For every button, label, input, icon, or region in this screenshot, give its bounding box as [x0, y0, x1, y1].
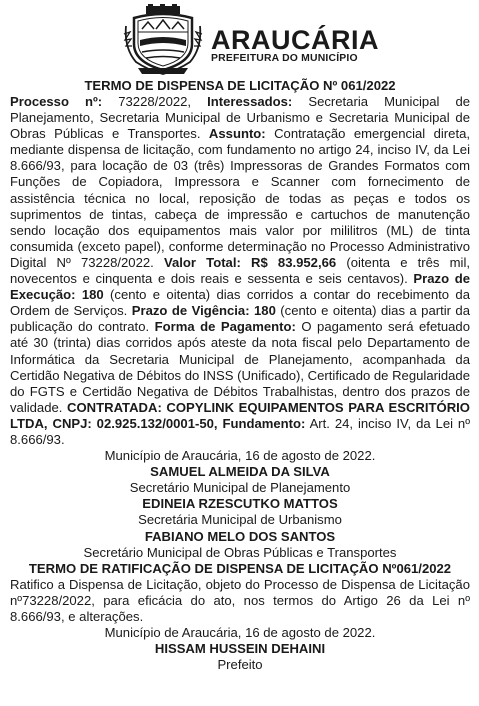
interessados-label: Interessados: — [207, 94, 293, 109]
assunto-label: Assunto: — [208, 126, 266, 142]
contratada-value: Art. 24, inciso IV, da Lei nº 8.666/93. — [10, 415, 470, 447]
signer-name: EDINEIA RZESCUTKO MATTOS — [142, 496, 338, 512]
prazo-vigencia-label: Prazo de Vigência: 180 — [131, 303, 276, 319]
signer-name: SAMUEL ALMEIDA DA SILVA — [150, 464, 330, 480]
assunto-value: Contratação emergencial direta, mediante dispensa de licitação, com fundamento no artigo 24, inciso IV, da Lei 8.666/93, para locação de 03 (três) Impressoras de Grandes Formatos com Funções de Copiadora, Impressora e Scanner com fornecimento de assistência técnica no local, reposição de todas as peças e todos os suprimentos de tintas, cabeça de impressão e cartuchos de manutenção sendo locação dos equipamentos mais valor por mililitros (ML) de tinta consumida (exceto papel), conforme determinação no Processo Administrativo Digital Nº 73228/2022. — [10, 126, 470, 270]
notice2-title: TERMO DE RATIFICAÇÃO DE DISPENSA DE LICITAÇÃO Nº061/2022 — [28, 560, 452, 576]
processo-value: 73228/2022, — [102, 94, 208, 109]
signer-role: Secretário Municipal de Obras Públicas e Transportes — [83, 544, 397, 560]
mayor-role: Prefeito — [217, 657, 263, 673]
header — [10, 0, 470, 76]
notice1-body — [10, 94, 470, 448]
prazo-execucao-label: Prazo de Execução: 180 — [10, 271, 470, 303]
interessados-value: Secretaria Municipal de Planejamento, Secretaria Municipal de Urbanismo e Secretaria Municipal de Obras Públicas e Transportes. — [10, 94, 471, 142]
signer-name: FABIANO MELO DOS SANTOS — [144, 528, 336, 544]
valor-label: Valor Total: R$ 83.952,66 — [163, 254, 337, 270]
notice1-date: Município de Araucária, 16 de agosto de 2022. — [104, 448, 376, 464]
notice2-date: Município de Araucária, 16 de agosto de 2022. — [104, 625, 376, 640]
prazo-vigencia-value: (cento e oitenta) dias a partir da publicação do contrato. — [10, 303, 470, 335]
valor-value: (oitenta e três mil, novecentos e cinquenta e dois reais e sessenta e seis centavos). — [10, 254, 471, 287]
processo-label: Processo nº: — [10, 94, 103, 109]
contratada-label: CONTRATADA: COPYLINK EQUIPAMENTOS PARA ESCRITÓRIO LTDA, CNPJ: 02.925.132/0001-50, Fundamento: — [10, 399, 470, 431]
prazo-execucao-value: (cento e oitenta) dias corridos a contar do recebimento da Ordem de Serviços. — [10, 287, 470, 319]
brand — [211, 27, 379, 64]
notice1-title: TERMO DE DISPENSA DE LICITAÇÃO Nº 061/2022 — [84, 78, 396, 93]
municipal-crest-logo — [122, 4, 204, 76]
brand-subtitle: PREFEITURA DO MUNICÍPIO — [211, 53, 358, 64]
signer-role: Secretário Municipal de Planejamento — [129, 480, 351, 496]
signer-role: Secretária Municipal de Urbanismo — [138, 512, 342, 528]
notice-dispensa — [10, 78, 470, 673]
notice2-body: Ratifico a Dispensa de Licitação, objeto do Processo de Dispensa de Licitação nº73228/2022, para eficácia do ato, nos termos do Artigo 26 da Lei nº 8.666/93, e alterações. — [10, 576, 470, 624]
mayor-name: HISSAM HUSSEIN DEHAINI — [154, 641, 326, 657]
forma-pagamento-value: O pagamento será efetuado até 30 (trinta) dias corridos após ateste da nota fiscal pelo Departamento de Informática da Secretaria Municipal de Planejamento, acompanhada da Certidão Negativa de Débitos do INSS (Unificado), Certificado de Regularidade do FGTS e Certidão Negativa de Débitos Trabalhistas, dentro dos prazos de validade. — [10, 319, 470, 415]
brand-name: ARAUCÁRIA — [211, 25, 379, 55]
forma-pagamento-label: Forma de Pagamento: — [154, 319, 296, 335]
